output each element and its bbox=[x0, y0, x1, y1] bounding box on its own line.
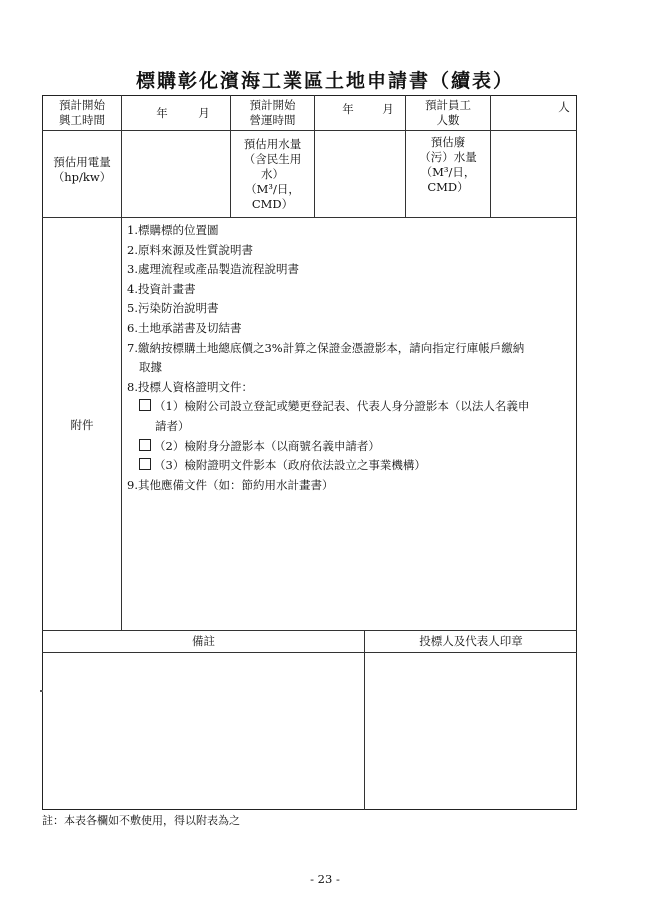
attachment-item-1: 1.標購標的位置圖 bbox=[127, 223, 219, 237]
attachment-item-4: 4.投資計畫書 bbox=[127, 281, 196, 296]
start-operation-label: 預計開始 營運時間 bbox=[249, 98, 296, 127]
attachment-item-7-cont: 取據 bbox=[139, 360, 162, 375]
row2-bottom-line bbox=[42, 217, 577, 218]
page-number: - 23 - bbox=[310, 872, 340, 886]
year-label-2: 年 bbox=[342, 102, 354, 116]
col-line-5 bbox=[490, 95, 491, 217]
start-construction-label: 預計開始 興工時間 bbox=[59, 98, 105, 127]
attachment-item-6: 6.土地承諾書及切結書 bbox=[127, 320, 242, 335]
form-title: 標購彰化濱海工業區土地申請書（續表） bbox=[135, 70, 514, 92]
year-label-1: 年 bbox=[156, 105, 168, 120]
col-line-1 bbox=[121, 95, 122, 630]
remarks-label: 備註 bbox=[192, 634, 215, 648]
sub-item-business: （2）檢附身分證影本（以商號名義申請者） bbox=[154, 438, 380, 453]
month-label-1: 月 bbox=[198, 105, 210, 120]
remarks-header-line bbox=[42, 652, 577, 653]
checkbox-business[interactable] bbox=[139, 439, 151, 451]
attachment-item-9: 9.其他應備文件（如：節約用水計畫書） bbox=[127, 477, 334, 492]
attachment-item-8: 8.投標人資格證明文件： bbox=[127, 379, 253, 394]
attachment-item-2: 2.原料來源及性質說明書 bbox=[127, 242, 253, 257]
attachments-list bbox=[127, 221, 529, 495]
seal-label: 投標人及代表人印章 bbox=[419, 634, 523, 648]
checkbox-corporation[interactable] bbox=[139, 399, 151, 411]
attachment-item-3: 3.處理流程或產品製造流程說明書 bbox=[127, 262, 299, 277]
attachment-item-7: 7.繳納按標購土地總底價之3%計算之保證金憑證影本，請向指定行庫帳戶繳納 bbox=[127, 340, 525, 355]
scan-mark bbox=[40, 690, 43, 692]
wastewater-label: 預估廢 （污）水量 （M³/日， CMD） bbox=[419, 135, 477, 194]
col-line-3 bbox=[314, 95, 315, 217]
attachments-label: 附件 bbox=[70, 417, 94, 432]
employees-unit: 人 bbox=[558, 99, 570, 114]
checkbox-government[interactable] bbox=[139, 458, 151, 470]
sub-item-corporation: （1）檢附公司設立登記或變更登記表、代表人身分證影本（以法人名義申 bbox=[154, 399, 530, 414]
attachment-item-5: 5.污染防治說明書 bbox=[127, 301, 219, 316]
month-label-2: 月 bbox=[382, 102, 394, 116]
sub-item-corporation-cont: 請者） bbox=[155, 418, 190, 433]
water-usage-label: 預估用水量 （含民生用 水） （M³/日， CMD） bbox=[243, 136, 302, 211]
power-usage-label: 預估用電量 （hp/kw） bbox=[52, 155, 112, 184]
footnote: 註：本表各欄如不敷使用，得以附表為之 bbox=[42, 814, 240, 827]
employees-label: 預計員工 人數 bbox=[425, 98, 471, 127]
sub-item-government: （3）檢附證明文件影本（政府依法設立之事業機構） bbox=[154, 458, 426, 473]
remarks-divider bbox=[364, 630, 365, 810]
